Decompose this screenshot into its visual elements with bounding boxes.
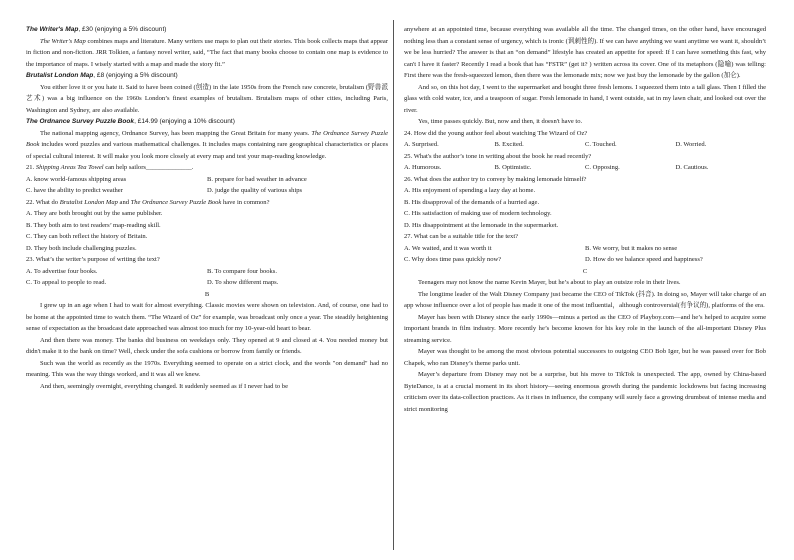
question-27: 27. What can be a suitable title for the text? [404, 233, 519, 240]
option-c: C. To appeal to people to read. [26, 279, 107, 286]
paragraph: Such was the world as recently as the 1970s. Everything seemed to operate on a strict clock, and the words "on demand" had no meaning. This was the way things worked, and it was all we knew. [26, 359, 388, 378]
options-row [404, 254, 766, 266]
question-stem: can help sailors______________. [103, 164, 194, 171]
paragraph: Teenagers may not know the name Kevin Mayer, but he’s about to play an outsize role in their lives. [418, 279, 681, 286]
item-price: , £8 (enjoying a 5% discount) [93, 72, 178, 79]
option-c: C. They can both reflect the history of Britain. [26, 233, 148, 240]
option-a: A. His enjoyment of spending a lazy day at home. [404, 187, 536, 194]
question-21 [26, 162, 388, 174]
item-price: , £30 (enjoying a 5% discount) [78, 26, 167, 33]
option-a: A. We waited, and it was worth it [404, 244, 492, 252]
option-d: D. Worried. [675, 141, 707, 148]
paragraph: Yes, time passes quickly. But, now and then, it doesn't have to. [418, 118, 583, 125]
option-a: A. Humorous. [404, 164, 442, 171]
question-25: 25. What's the author’s tone in writing about the book he read recently? [404, 152, 592, 160]
option-b: B. Optimistic. [494, 164, 532, 171]
item-heading-puzzle-book [26, 116, 388, 128]
option-c: C. Opposing. [585, 164, 620, 171]
option-c: C. Why does time pass quickly now? [404, 256, 502, 263]
option-d: D. How do we balance speed and happiness? [585, 256, 703, 263]
option-c: C. have the ability to predict weather [26, 187, 123, 194]
paragraph: You either love it or you hate it. Said to have been coined (创造) in the late 1950s from the French raw concrete, brutalism (野兽派艺术) was a big influence on the 1960s London’s finest examples of brutalism. Brutalism maps of other cities, including Paris, Washington and Sydney, are also available. [26, 83, 388, 114]
option-a: A. know world-famous shipping areas [26, 175, 127, 183]
option-b: B. To compare four books. [207, 267, 277, 275]
option-a: A. To advertise four books. [26, 267, 98, 275]
book-title: The Ordnance Survey Puzzle Book [26, 129, 388, 148]
question-number: 21. [26, 164, 36, 171]
paragraph: Mayer’s departure from Disney may not be a surprise, but his move to TikTok is unexpected. The app, owned by China-based ByteDance, is at a crucial moment in its short history—seeing enormous growth during the pandemic lockdowns but facing increasing criticism over its data-collection practices. As it rises in influence, the company will surely face a growing drumbeat of intense media and strict monitoring [404, 371, 766, 413]
paragraph: Mayer was thought to be among the most obvious potential successors to outgoing CEO Bob Iger, but he was passed over for Bob Chapek, who ran Disney’s theme parks unit. [404, 348, 766, 367]
paragraph [26, 128, 388, 163]
question-26: 26. What does the author try to convey by making lemonade himself? [404, 175, 587, 183]
option-d: D. His disappointment at the lemonade in the supermarket. [404, 221, 559, 229]
question-stem: have in common? [221, 198, 270, 206]
options-row [26, 266, 388, 278]
option-b: B. They both aim to test readers’ map-reading skill. [26, 221, 161, 229]
option-c: C. Touched. [585, 141, 617, 148]
item-title: Brutalist London Map [26, 72, 94, 79]
section-label-b: B [204, 290, 210, 298]
question-22 [26, 197, 388, 209]
option-b: B. His disapproval of the demands of a hurried age. [404, 198, 540, 206]
option-d: D. Cautious. [675, 164, 709, 171]
right-column [404, 24, 766, 415]
question-stem: 22. What do [26, 198, 60, 206]
paragraph: I grew up in an age when I had to wait for almost everything. Classic movies were shown on television. And, of course, one had to be home at the appointed time to watch them. “The Wizard of Oz” for example, was broadcast only once a year. The steadily heightening sense of expectation as the broadcast date approached was almost too much for my 10-year-old heart to bear. [26, 302, 388, 332]
column-divider [393, 20, 394, 550]
paragraph: And so, on this hot day, I went to the supermarket and bought three fresh lemons. I squeezed them into a tall glass. Then I filled the glass with cold water, ice, and a teaspoon of sugar. Fresh lemonade in hand, I went outside, sat in my lawn chair, and looked out over the river. [404, 83, 766, 114]
question-em: The Ordnance Survey Puzzle Book [130, 198, 222, 206]
options-row [404, 139, 766, 151]
paragraph: Mayer has been with Disney since the early 1990s—minus a period as the CEO of Playboy.com—and he’s helped to acquire some important brands in film industry. More recently he’s become known for his key role in the launch of the all-important Disney Plus streaming service. [404, 313, 766, 344]
options-row [404, 243, 766, 255]
option-b: B. We worry, but it makes no sense [585, 244, 678, 252]
paragraph: And then there was money. The banks did business on weekdays only. They opened at 9 and closed at 4. You needed money but didn't make it to the bank on time? Well, check under the sofa cushions or borrow from family or friends. [26, 336, 388, 355]
section-label-c: C [582, 267, 588, 275]
question-em: Brutalist London Map [59, 198, 118, 206]
paragraph-text: The national mapping agency, Ordnance Survey, has been mapping the Great Britain for many years. [40, 129, 312, 137]
question-24: 24. How did the young author feel about watching The Wizard of Oz? [404, 129, 588, 137]
book-title: The Writer's Map [40, 37, 86, 45]
paragraph: anywhere at an appointed time, because everything was available all the time. The changed times, on the other hand, have encouraged nothing less than a constant sense of urgency, which is ironic (讽刺性的). If we can have anything we want anytime we want it, shouldn’t we be less hurried? The answer is that an “on demand” lifestyle has created an appetite for speed: If I can have something this fast, why can't I have it faster? Recently I read a book that has “FSTR” (get it? ) written across its cover. One of its metaphors (隐喻) was telling: First there was the fresh-squeezed lemon, then there was the lemonade mix; now we just buy the lemonade by the gallon (加仑). [404, 26, 766, 79]
paragraph: The longtime leader of the Walt Disney Company just became the CEO of TikTok (抖音). In doing so, Mayer will take charge of an app whose influence over a lot of people has made it one of the most influential，although controversial(有争议的), platforms of the era. [404, 290, 766, 309]
left-column [26, 24, 388, 392]
paragraph: And then, seemingly overnight, everything changed. It suddenly seemed as if I never had to be [40, 382, 288, 390]
item-heading-writers-map [26, 24, 388, 36]
item-title: The Writer's Map [26, 26, 79, 33]
options-row [26, 277, 388, 289]
option-d: D. They both include challenging puzzles. [26, 244, 137, 252]
option-b: B. Excited. [494, 141, 524, 148]
paragraph-text: includes word puzzles and various mathematical challenges. It includes maps containing rare geographical characteristics or places of special cultural interest. It will make you look more closely at every map and test your map-reading knowledge. [26, 141, 388, 160]
paragraph-text: combines maps and literature. Many writers use maps to plan out their stories. This book collects maps that appear in fiction and non-fiction. JRR Tolkien, a fantasy novel writer, said, “The fact that many books choose to contain one map is evidence to the importance of maps. I wisely started with a map and made the story fit.” [26, 37, 388, 68]
options-row [26, 185, 388, 197]
item-heading-brutalist-map [26, 70, 388, 82]
question-em: Shipping Areas Tea Towel [35, 164, 104, 171]
item-title: The Ordnance Survey Puzzle Book [26, 118, 135, 125]
option-a: A. Surprised. [404, 141, 439, 148]
option-d: D. To show different maps. [207, 279, 279, 286]
option-a: A. They are both brought out by the same publisher. [26, 210, 163, 217]
paragraph [26, 36, 388, 71]
item-price: , £14.99 (enjoying a 10% discount) [134, 118, 235, 125]
options-row [26, 174, 388, 186]
question-stem: and [117, 198, 131, 206]
option-c: C. His satisfaction of making use of modern technology. [404, 210, 552, 217]
option-d: D. judge the quality of various ships [207, 187, 303, 194]
option-b: B. prepare for bad weather in advance [207, 175, 307, 183]
options-row [404, 162, 766, 174]
question-23: 23. What’s the writer’s purpose of writing the text? [26, 256, 160, 263]
